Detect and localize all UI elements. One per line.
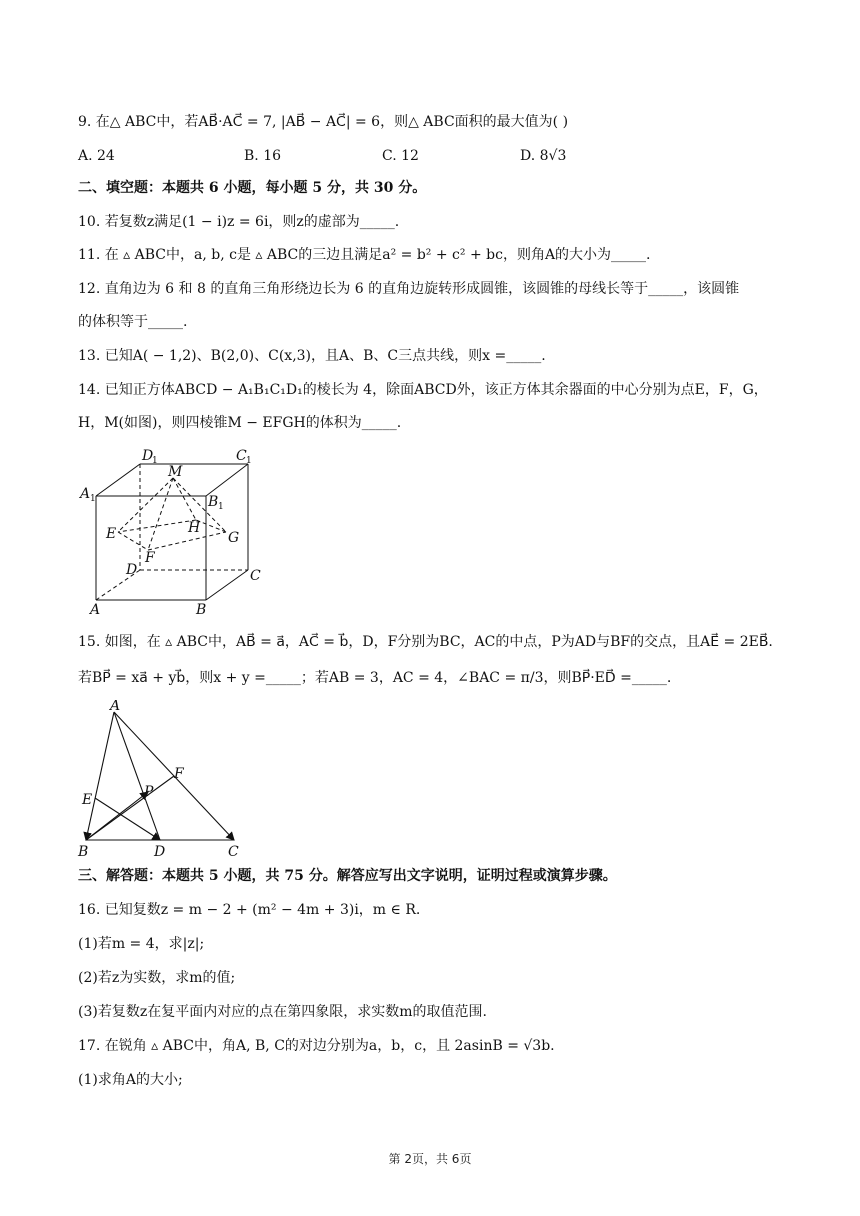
tri-label-d: D (154, 844, 166, 860)
tri-label-a: A (110, 700, 121, 714)
q14-line1: 14. 已知正方体ABCD − A₁B₁C₁D₁的棱长为 4，除面ABCD外，该正方体其余器面的中心分别为点E，F，G， (78, 382, 768, 398)
q17-part1: (1)求角A的大小; (78, 1072, 183, 1088)
q12-line1: 12. 直角边为 6 和 8 的直角三角形绕边长为 6 的直角边旋转形成圆锥，该圆锥的母线长等于_____，该圆锥 (78, 281, 740, 297)
q15-line1: 15. 如图，在 ▵ ABC中，AB⃗ = a⃗，AC⃗ = b⃗，D，F分别为BC，AC的中点，P为AD与BF的交点，且AE⃗ = 2EB⃗. (78, 634, 773, 650)
label-b1: B (208, 494, 219, 510)
label-e: E (106, 526, 117, 542)
label-b: B (196, 602, 207, 618)
q14-line2: H，M(如图)，则四棱锥M − EFGH的体积为_____. (78, 415, 402, 431)
q9-stem: 9. 在△ ABC中，若AB⃗·AC⃗ = 7, |AB⃗ − AC⃗| = 6，则△ ABC面积的最大值为( ) (78, 114, 569, 130)
label-d1: D (142, 448, 154, 464)
q16-stem: 16. 已知复数z = m − 2 + (m² − 4m + 3)i，m ∈ R. (78, 902, 421, 918)
label-d1-sub: 1 (152, 456, 158, 466)
label-c: C (250, 568, 261, 584)
label-d: D (126, 562, 138, 578)
label-g: G (228, 530, 240, 546)
triangle-figure (74, 700, 254, 860)
tri-label-p: P (144, 784, 154, 800)
label-c1: C (236, 448, 247, 464)
q9-option-d: D. 8√3 (520, 148, 567, 164)
q9-option-b: B. 16 (244, 148, 282, 164)
label-a1-sub: 1 (90, 494, 96, 504)
label-m: M (168, 464, 183, 480)
tri-label-f: F (174, 766, 184, 782)
q15-line2: 若BP⃗ = xa⃗ + yb⃗，则x + y =_____；若AB = 3，AC = 4，∠BAC = π/3，则BP⃗·ED⃗ =_____. (78, 670, 672, 686)
tri-label-e: E (82, 792, 93, 808)
q16-part1: (1)若m = 4，求|z|; (78, 936, 205, 952)
tri-label-c: C (228, 844, 239, 860)
q12-line2: 的体积等于_____. (78, 314, 188, 330)
q9-option-c: C. 12 (382, 148, 419, 164)
q9-option-a: A. 24 (78, 148, 115, 164)
q10-text: 10. 若复数z满足(1 − i)z = 6i，则z的虚部为_____. (78, 214, 400, 230)
label-a1: A (80, 486, 91, 502)
label-c1-sub: 1 (246, 456, 252, 466)
q13-text: 13. 已知A( − 1,2)、B(2,0)、C(x,3)，且A、B、C三点共线，则x =_____. (78, 348, 546, 364)
q17-stem: 17. 在锐角 ▵ ABC中，角A, B, C的对边分别为a，b，c，且 2asinB = √3b. (78, 1038, 555, 1054)
q11-text: 11. 在 ▵ ABC中，a, b, c是 ▵ ABC的三边且满足a² = b² + c² + bc，则角A的大小为_____. (78, 247, 651, 263)
label-f: F (145, 550, 155, 566)
tri-label-b: B (78, 844, 89, 860)
page-footer: 第 2页，共 6页 (388, 1152, 472, 1166)
label-b1-sub: 1 (218, 502, 224, 512)
label-h: H (188, 520, 201, 536)
label-a: A (90, 602, 101, 618)
section3-heading: 三、解答题：本题共 5 小题，共 75 分。解答应写出文字说明，证明过程或演算步骤。 (78, 868, 617, 884)
cube-figure (78, 442, 278, 618)
q16-part3: (3)若复数z在复平面内对应的点在第四象限，求实数m的取值范围. (78, 1004, 487, 1020)
q16-part2: (2)若z为实数，求m的值; (78, 970, 236, 986)
section2-heading: 二、填空题：本题共 6 小题，每小题 5 分，共 30 分。 (78, 180, 427, 196)
